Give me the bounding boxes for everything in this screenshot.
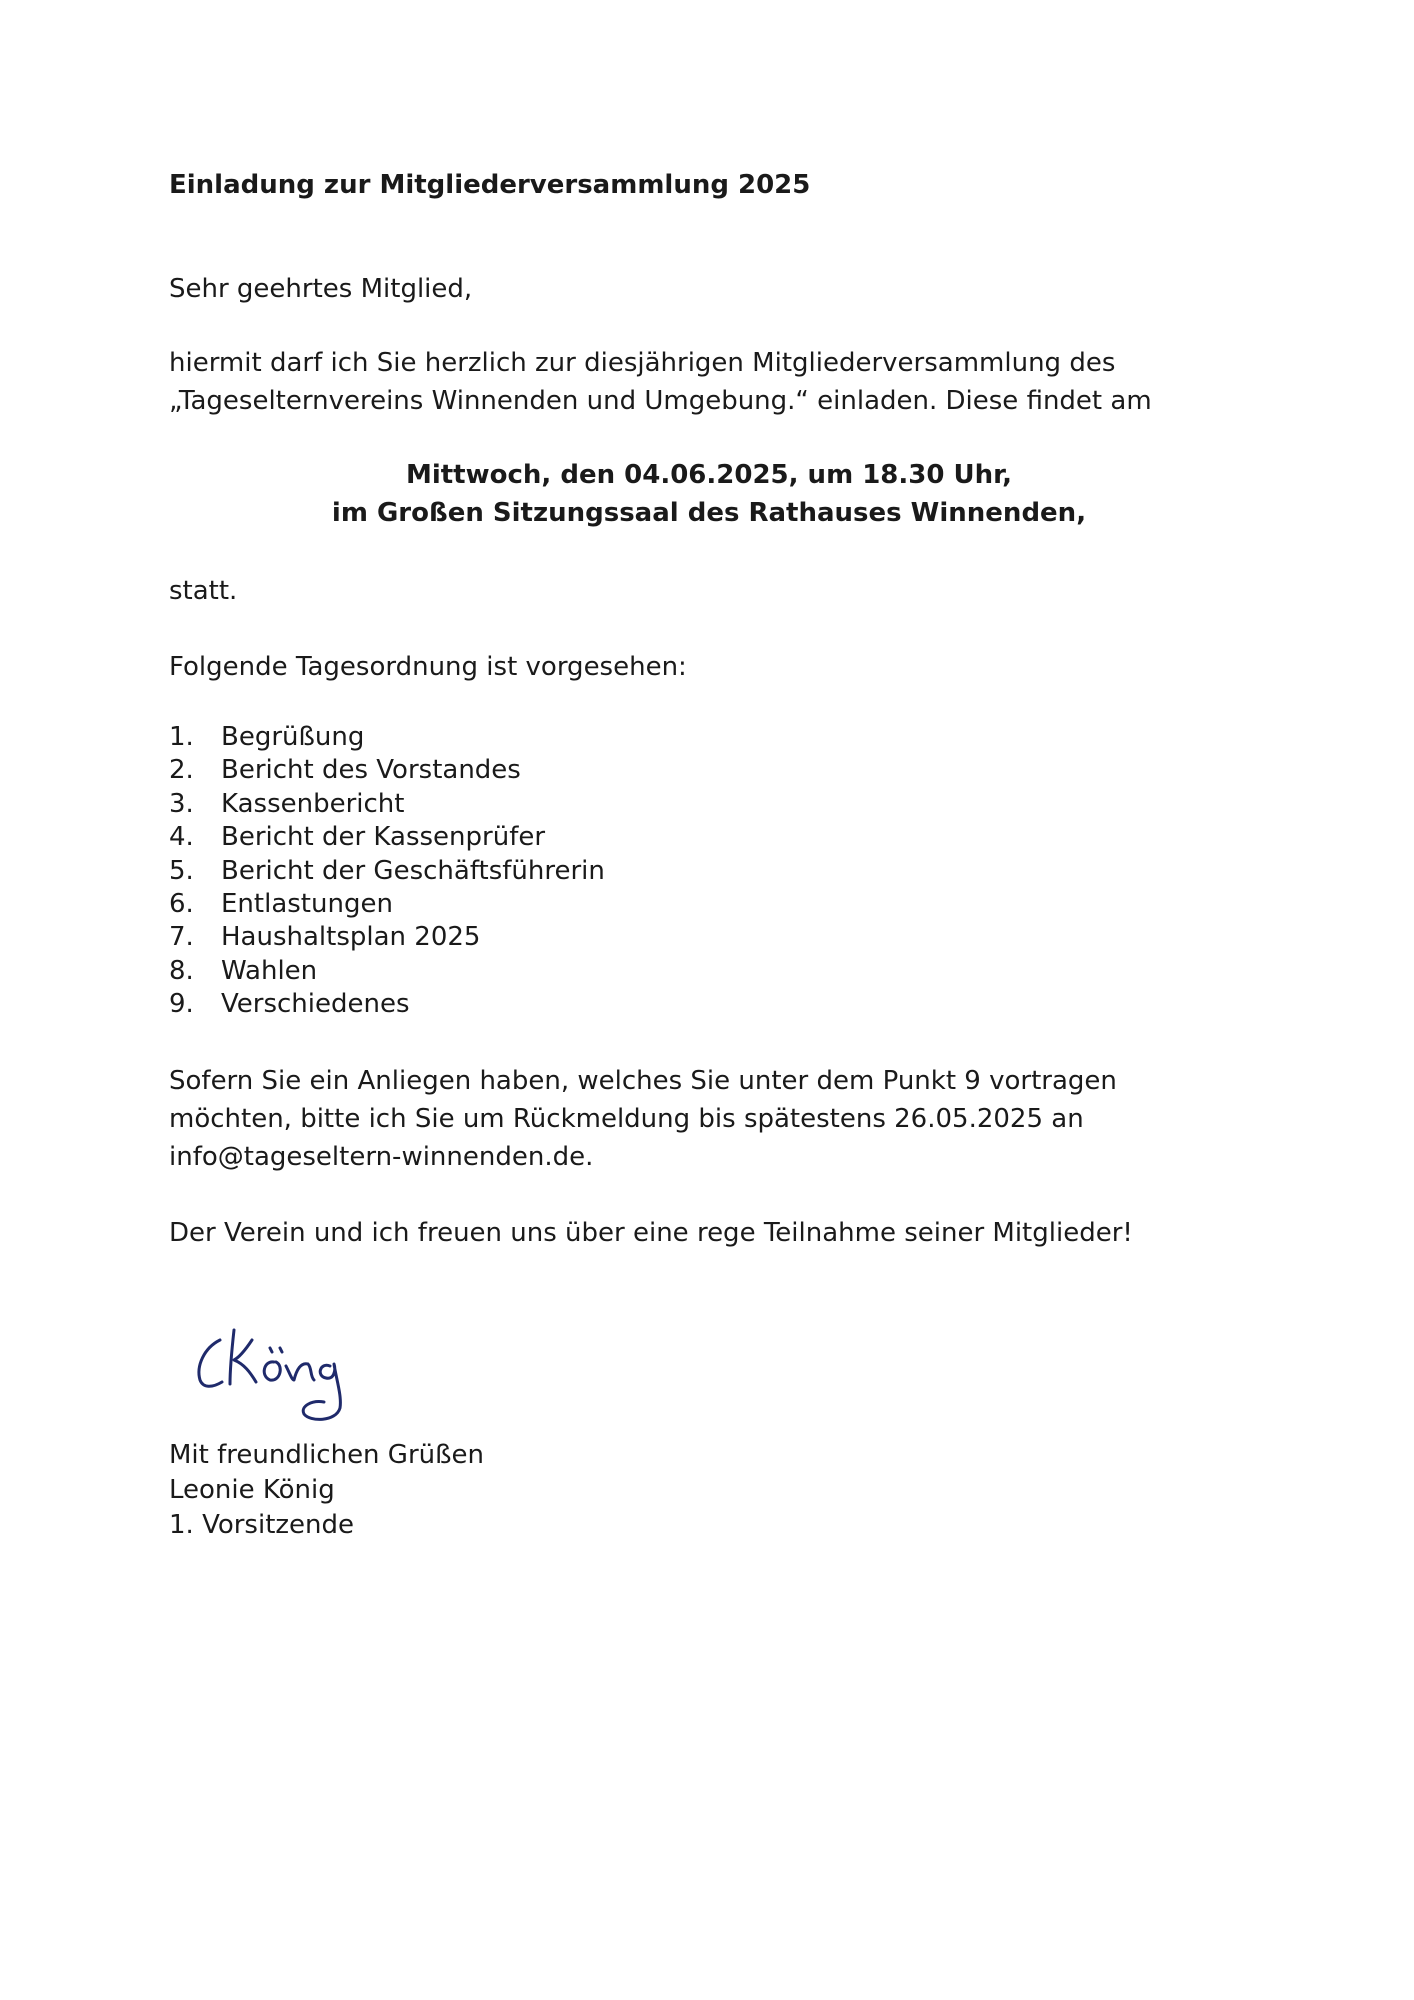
agenda-item bbox=[169, 754, 605, 787]
agenda-item bbox=[169, 821, 605, 854]
event-date: Mittwoch, den 04.06.2025, um 18.30 Uhr, bbox=[405, 460, 1013, 490]
agenda-item bbox=[169, 788, 605, 821]
agenda-item bbox=[169, 855, 605, 888]
letter-title: Einladung zur Mitgliederversammlung 2025 bbox=[169, 170, 811, 200]
event-location: im Großen Sitzungssaal des Rathauses Winnenden, bbox=[331, 498, 1087, 528]
request-line: Sofern Sie ein Anliegen haben, welches Sie unter dem Punkt 9 vortragen bbox=[169, 1066, 1117, 1096]
request-paragraph bbox=[169, 1062, 1249, 1176]
agenda-item-text: Wahlen bbox=[221, 955, 318, 986]
intro-line: hiermit darf ich Sie herzlich zur diesjährigen Mitgliederversammlung des bbox=[169, 348, 1116, 378]
intro-paragraph bbox=[169, 344, 1249, 420]
agenda-item-text: Entlastungen bbox=[221, 889, 393, 920]
salutation: Sehr geehrtes Mitglied, bbox=[169, 274, 473, 304]
closing-sentence: Der Verein und ich freuen uns über eine rege Teilnahme seiner Mitglieder! bbox=[169, 1218, 1133, 1248]
agenda-item-text: Bericht der Kassenprüfer bbox=[221, 822, 546, 853]
statt-text: statt. bbox=[169, 576, 238, 606]
regards-block bbox=[169, 1438, 484, 1543]
agenda-item bbox=[169, 888, 605, 921]
agenda-item-number: 4. bbox=[169, 822, 194, 853]
agenda-item-text: Verschiedenes bbox=[221, 989, 410, 1020]
agenda-item-text: Kassenbericht bbox=[221, 788, 405, 819]
agenda-item-number: 3. bbox=[169, 788, 194, 819]
agenda-item-number: 6. bbox=[169, 889, 194, 920]
agenda-item-text: Begrüßung bbox=[221, 722, 365, 752]
agenda-item-number: 8. bbox=[169, 955, 194, 986]
event-details bbox=[169, 456, 1249, 532]
signatory-name: Leonie König bbox=[169, 1475, 335, 1505]
agenda-item bbox=[169, 988, 605, 1021]
intro-line: „Tageselternvereins Winnenden und Umgebung.“ einladen. Diese findet am bbox=[169, 386, 1152, 416]
agenda-item bbox=[169, 721, 605, 754]
contact-email: info@tageseltern-winnenden.de. bbox=[169, 1142, 594, 1172]
agenda-item-number: 1. bbox=[169, 722, 194, 752]
agenda-item bbox=[169, 921, 605, 954]
agenda-item-text: Haushaltsplan 2025 bbox=[221, 922, 481, 953]
signatory-role: 1. Vorsitzende bbox=[169, 1510, 355, 1540]
agenda-item-number: 5. bbox=[169, 855, 194, 886]
agenda-item-text: Bericht der Geschäftsführerin bbox=[221, 855, 605, 886]
agenda-list bbox=[169, 721, 605, 1022]
agenda-item-number: 7. bbox=[169, 922, 194, 953]
agenda-item-number: 9. bbox=[169, 989, 194, 1020]
handwritten-signature bbox=[190, 1318, 420, 1428]
request-line: möchten, bitte ich Sie um Rückmeldung bis spätestens 26.05.2025 an bbox=[169, 1104, 1084, 1134]
agenda-intro: Folgende Tagesordnung ist vorgesehen: bbox=[169, 652, 687, 682]
agenda-item bbox=[169, 955, 605, 988]
agenda-item-text: Bericht des Vorstandes bbox=[221, 755, 521, 786]
agenda-item-number: 2. bbox=[169, 755, 194, 786]
regards-greeting: Mit freundlichen Grüßen bbox=[169, 1440, 484, 1470]
